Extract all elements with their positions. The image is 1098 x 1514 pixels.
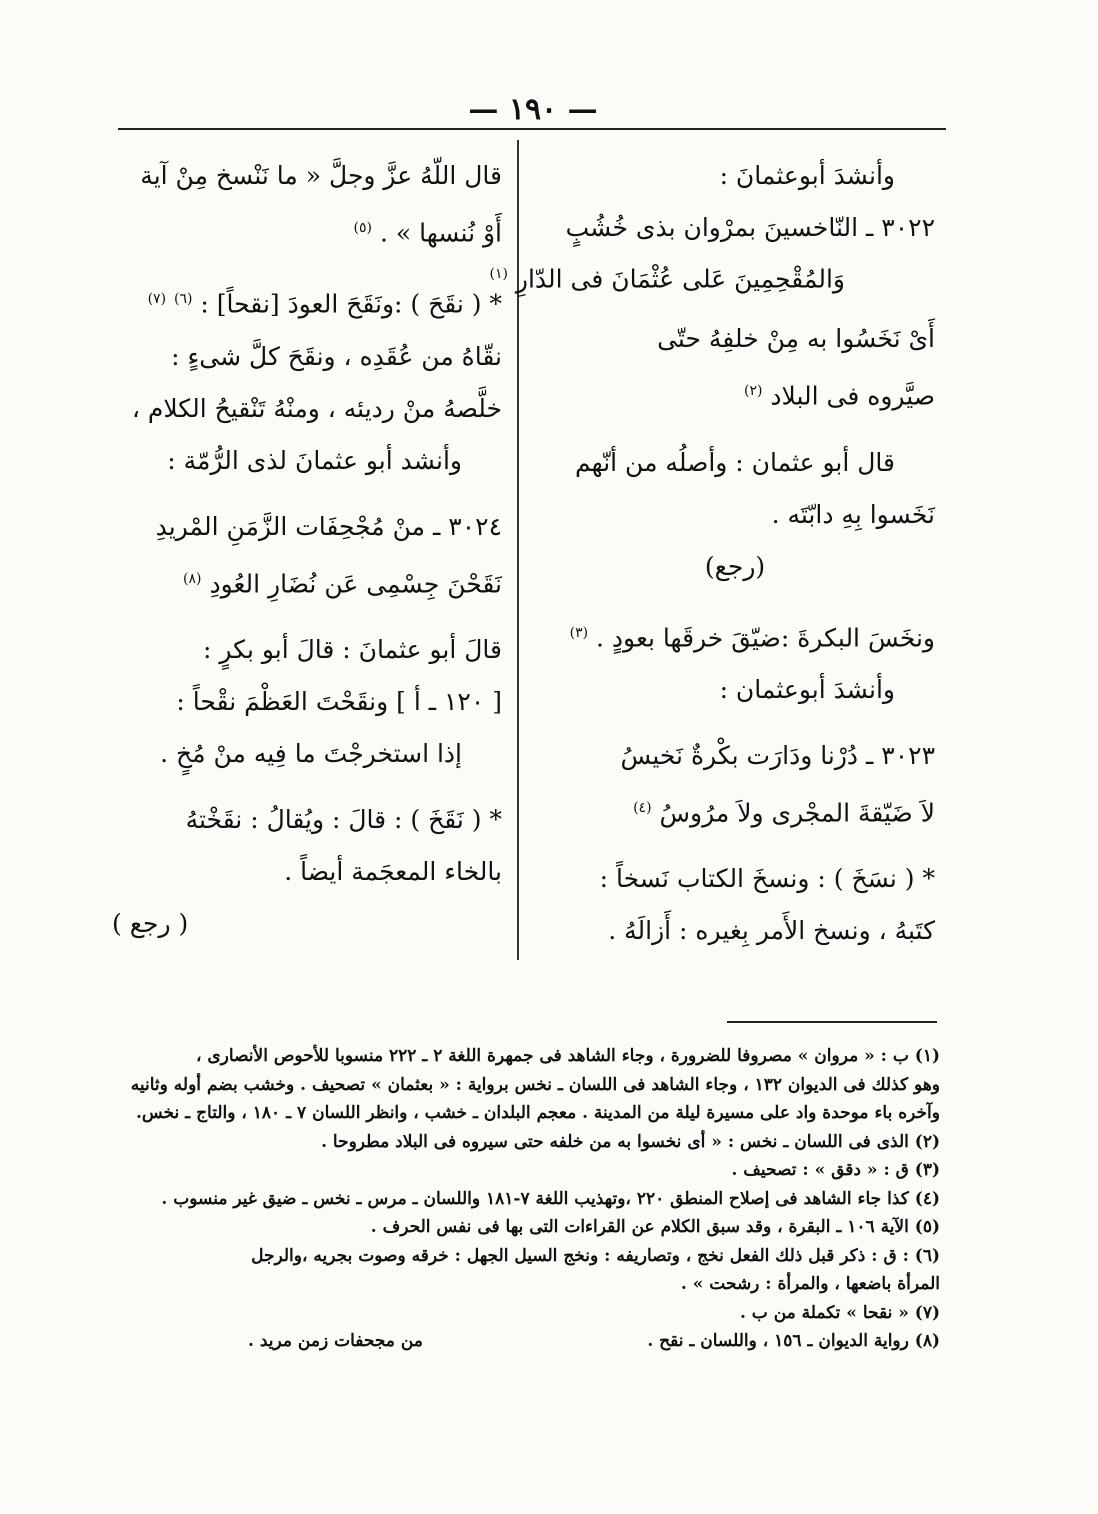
text-line: وأنشدَ أبوعثمان : [719, 674, 895, 704]
footnote-rule [727, 1021, 937, 1023]
text-line: * ( نقَحَ ) :ونَقَحَ العودَ [نقحاً] : $^{(٦)}$ $^{(٧)}$ [147, 289, 502, 319]
verse-line: وَالمُقْحِمِينَ عَلى عُثْمَانَ فى الدّارِ $^{(١)}$ [489, 264, 845, 294]
left-column [112, 150, 502, 950]
text-line: أَوْ نُنسها » . $^{(٥)}$ [353, 218, 502, 248]
text-line: إذا استخرجْتَ ما فِيه منْ مُخٍ . [160, 738, 462, 768]
footnote-line: (٦) : ق : ذكر قبل ذلك الفعل نخج ، وتصاريفه : ونخج السيل الجهل : خرقه وصوت بجريه ،والرجل [251, 1245, 940, 1266]
footnote-text: (٨) رواية الديوان ـ ١٥٦ ، واللسان ـ نقح . [647, 1331, 940, 1351]
return-marker: ( رجع ) [112, 908, 189, 938]
text-line: صيَّروه فى البلاد $^{(٢)}$ [744, 381, 935, 411]
verse-line: نَقَحْنَ جِسْمِى عَن نُضَارِ العُودِ $^{(٨)}$ [183, 568, 502, 598]
text-line: نَخَسوا بِهِ دابّتَه . [771, 499, 935, 529]
footnote-line: المرأة باضعها ، والمرأة : رشحت » . [680, 1274, 940, 1294]
text-line: وأنشد أبو عثمانَ لذى الرُّمّة : [167, 445, 462, 475]
text-line: ونخَسَ البكرةَ :ضيّقَ خرقَها بعودٍ . $^{(٣)}$ [569, 622, 935, 652]
verse-line: ٣٠٢٢ ـ النّاخسينَ بمرْوان بذى خُشُبٍ [565, 213, 935, 242]
text-line: قال اللّهُ عزَّ وجلَّ « ما نَنْسخ مِنْ آية [140, 161, 502, 190]
footnote-marker: (٦) [174, 291, 193, 308]
verse-line: ٣٠٢٤ ـ منْ مُجْحِفَات الزَّمَنِ المْريدِ [155, 511, 502, 541]
footnote-marker: (٨) [183, 570, 202, 587]
verse-line: ٣٠٢٣ ـ دُرْنا ودَارَت بكْرةٌ نَخيسُ [620, 740, 935, 770]
text-line: نقّاهُ من عُقَدِه ، ونقَحَ كلَّ شىءٍ : [171, 341, 502, 371]
text-line: وأنشدَ أبوعثمانَ : [719, 161, 895, 190]
footnote-marker: (٣) [569, 624, 589, 641]
header-rule [118, 128, 946, 130]
footnote-line: وآخره باء موحدة واد على مسيرة ليلة من المدينة . معجم البلدان ـ خشب ، وانظر اللسان ٧ ـ ١٨٠ ، والتاج ـ نخس. [135, 1103, 940, 1123]
footnote-text: من مجحفات زمن مريد . [248, 1331, 423, 1351]
text-line: قال أبو عثمان : وأصلُه من أنّهم [575, 447, 895, 477]
verse-line: لاَ ضَيّقةَ المجْرى ولاَ مرُوسُ $^{(٤)}$ [633, 798, 935, 828]
footnote-line: (٢) الذى فى اللسان ـ نخس : « أى نخسوا به من خلفه حتى سيروه فى البلاد مطروحا . [321, 1131, 940, 1152]
text-line: بالخاء المعجَمة أيضاً . [284, 856, 502, 886]
footnote-line: (١) ب : « مروان » مصروفا للضرورة ، وجاء الشاهد فى جمهرة اللغة ٢ ـ ٢٢٢ منسوبا للأحوص الأنصارى ، [195, 1046, 940, 1066]
footnote-line: وهو كذلك فى الديوان ١٣٢ ، وجاء الشاهد فى اللسان ـ نخس برواية : « بعثمان » تصحيف . وخشب بضم أوله وثانيه [130, 1074, 940, 1095]
footnote-line: (٧) « نقحا » تكملة من ب . [739, 1302, 940, 1323]
page-number: — ١٩٠ — [468, 92, 598, 127]
footnote-line: (٤) كذا جاء الشاهد فى إصلاح المنطق ٢٢٠ ،وتهذيب اللغة ٧-١٨١ واللسان ـ مرس ـ نخس ـ ضيق غير منسوب . [161, 1188, 940, 1209]
text-line: قالَ أبو عثمانَ : قالَ أبو بكرٍ : [202, 634, 502, 664]
text-line: كتَبهُ ، ونسخ الأَمر بِغيره : أَزالَهُ . [608, 916, 935, 946]
text-line: أَىْ نَخَسُوا به مِنْ خلفِهُ حتّى [657, 324, 935, 354]
text-line: خلَّصهُ منْ رديئه ، ومنْهُ تَنْقيحُ الكلام ، [131, 393, 502, 423]
footnotes [108, 1042, 940, 1356]
footnote-marker: (٢) [744, 383, 763, 400]
right-column [489, 150, 935, 957]
text-line: [ ١٢٠ ـ أ ] ونقَحْتَ العَظْمَ نقْحاً : [176, 686, 502, 716]
footnote-marker: (٥) [353, 220, 372, 236]
text-line: * ( نسَخَ ) : ونسخَ الكتاب نَسخاً : [599, 864, 935, 894]
text-line: * ( نَقَخَ ) : قالَ : ويُقالُ : نقَخْتهُ [185, 804, 502, 834]
footnote-line [108, 1327, 940, 1356]
footnote-marker: (٤) [633, 799, 652, 816]
footnote-marker: (٧) [147, 291, 167, 308]
return-marker: (رجع) [704, 551, 766, 581]
footnote-marker: (١) [489, 266, 508, 282]
footnote-line: (٥) الآية ١٠٦ ـ البقرة ، وقد سبق الكلام عن القراءات التى بها فى نفس الحرف . [370, 1217, 940, 1237]
footnote-line: (٣) ق : « دقق » : تصحيف . [731, 1160, 940, 1180]
